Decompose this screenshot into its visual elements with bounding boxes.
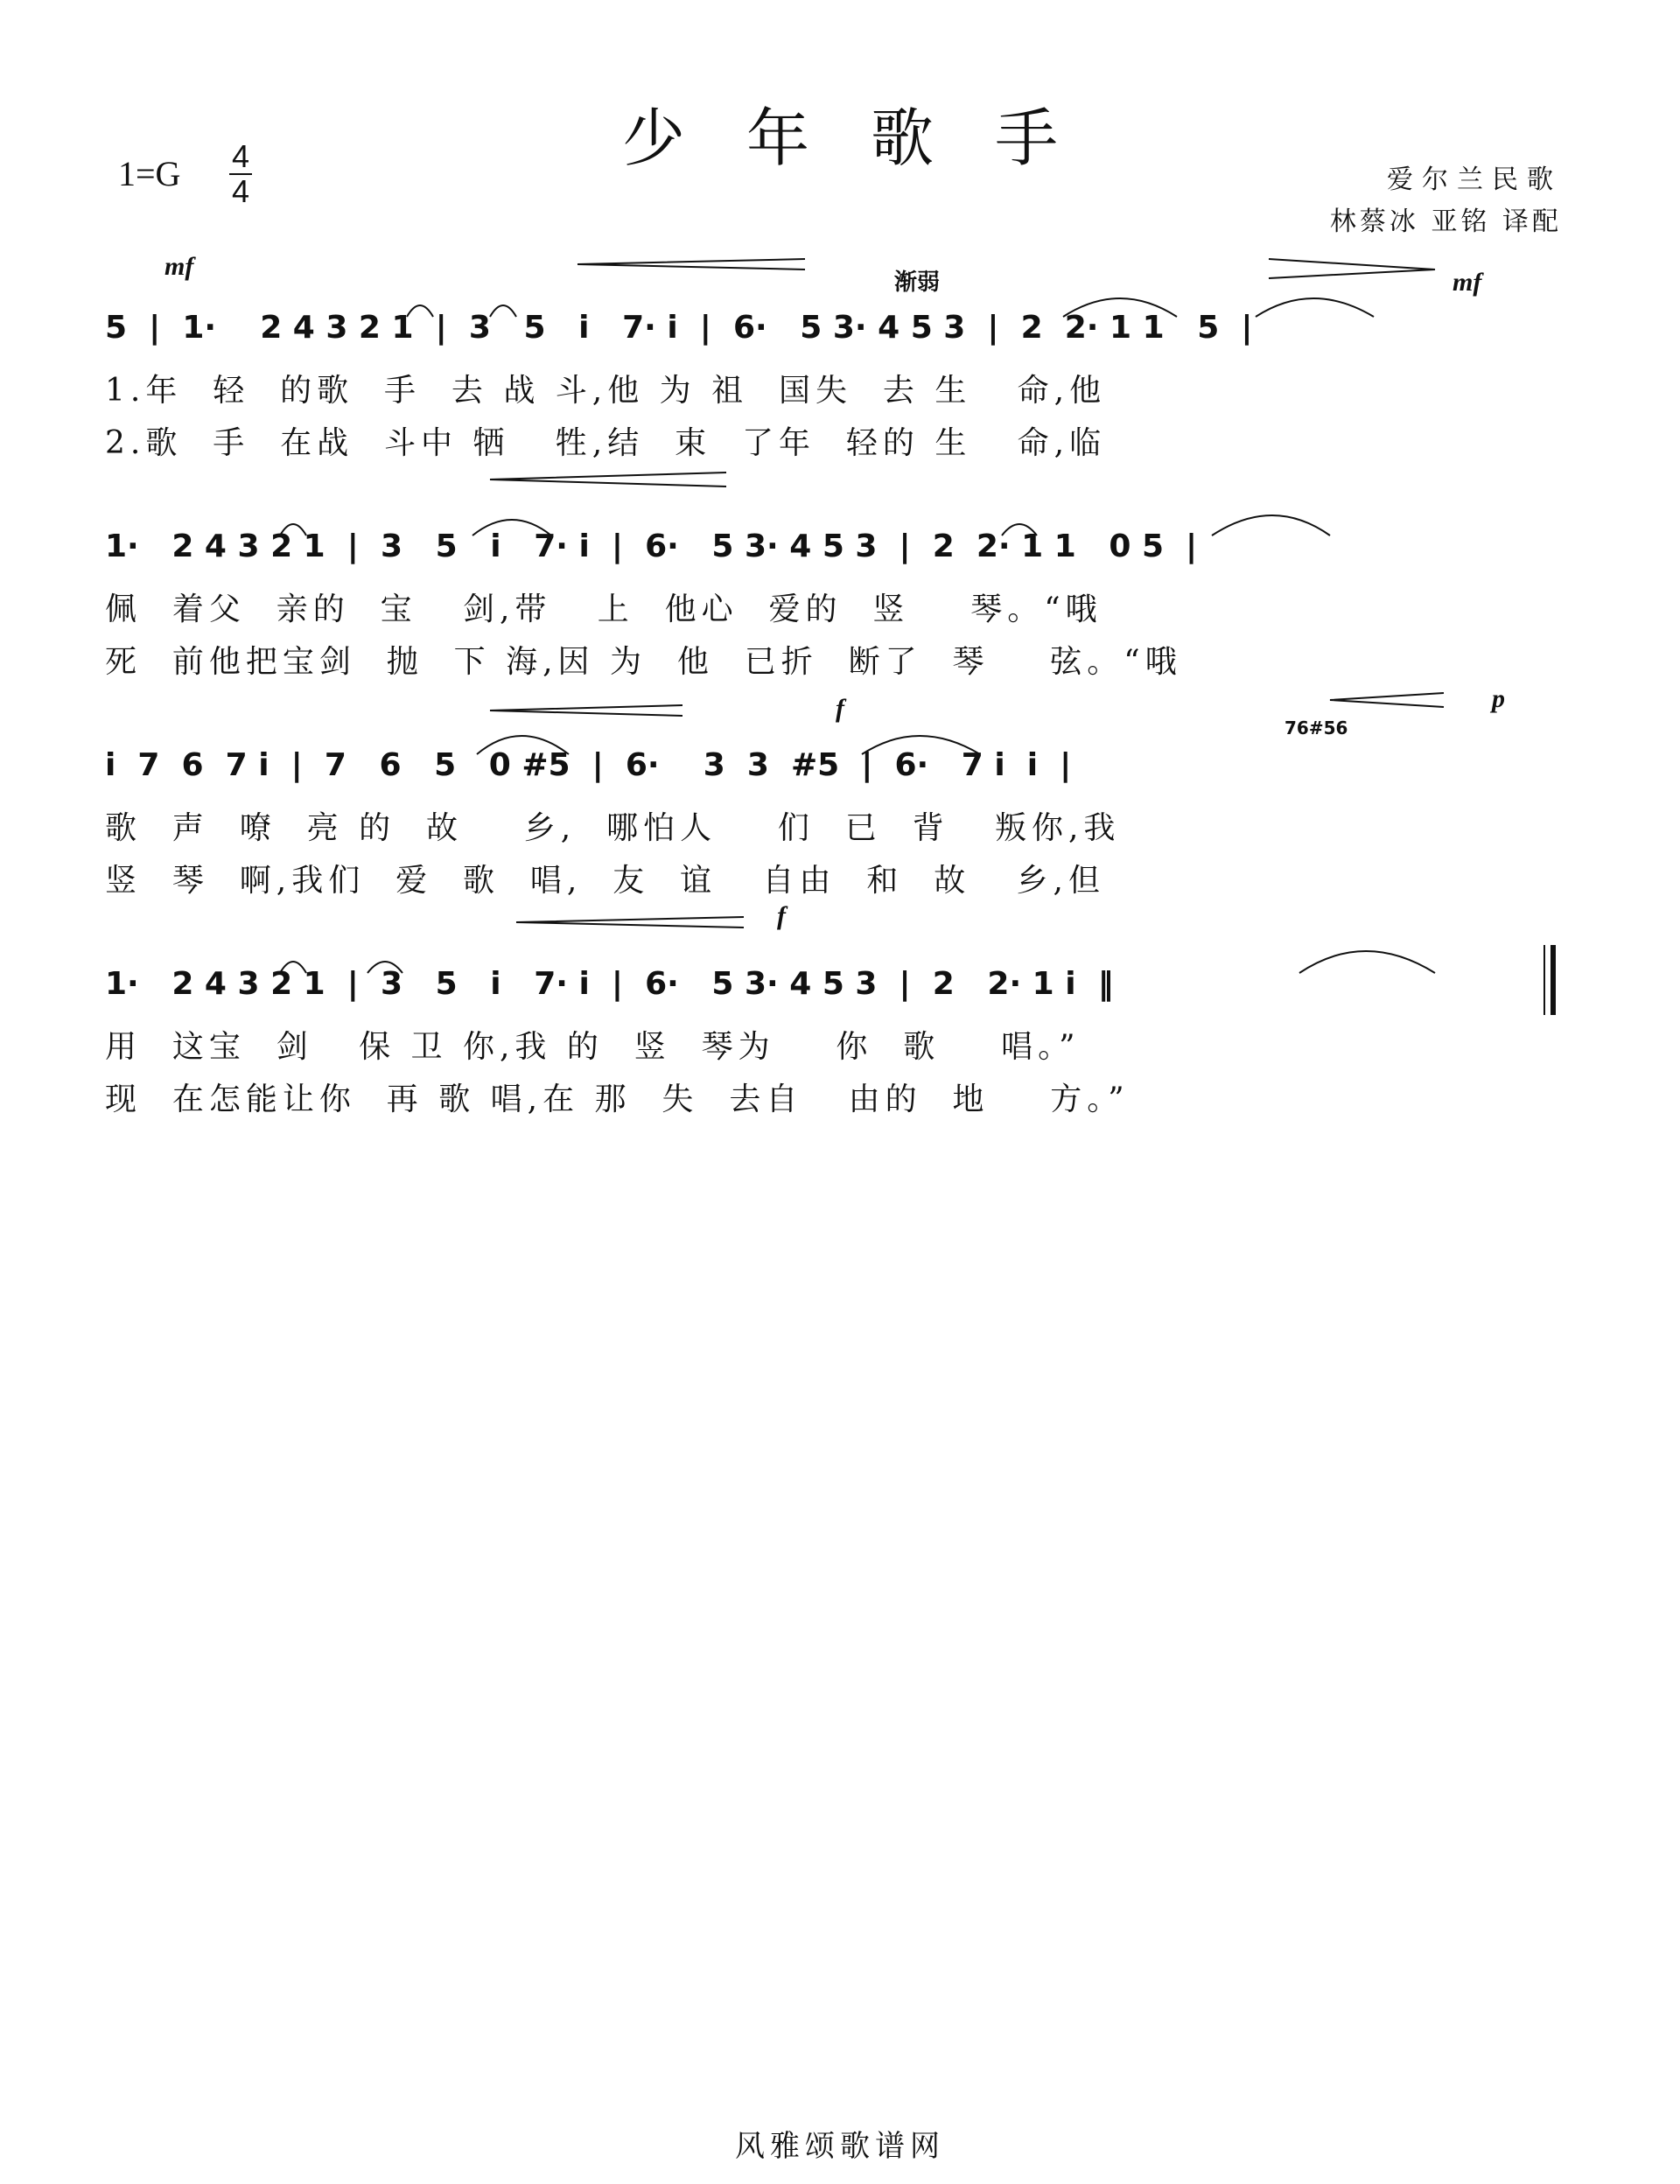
crescendo-hairpin-1 bbox=[578, 259, 805, 270]
lyrics-s3-verse2: 竖 琴 啊,我们 爱 歌 唱, 友 谊 自由 和 故 乡,但 bbox=[105, 863, 1105, 899]
page-title: 少年歌手 bbox=[621, 102, 1119, 175]
notes-system-4: 1· 2 4 3 2 1 | 3 5 i 7· i | 6· 5 3· 4 5 3 | 2 2· 1 i ‖ bbox=[105, 966, 1114, 1002]
lyrics-s1-verse2: 2.歌 手 在战 斗中 牺 牲,结 束 了年 轻的 生 命,临 bbox=[105, 425, 1107, 461]
dynamic-f-1: f bbox=[836, 694, 844, 723]
slur-1 bbox=[407, 305, 433, 317]
lyrics-s2-verse2: 死 前他把宝剑 抛 下 海,因 为 他 已折 断了 琴 弦。“哦 bbox=[105, 644, 1182, 680]
decrescendo-text: 渐弱 bbox=[894, 270, 941, 296]
slur-7 bbox=[1002, 524, 1037, 536]
notes-system-2: 1· 2 4 3 2 1 | 3 5 i 7· i | 6· 5 3· 4 5 3 | 2 2· 1 1 0 5 | bbox=[105, 528, 1198, 564]
final-barline-thin bbox=[1544, 945, 1545, 1015]
key-signature: 1=G bbox=[118, 154, 181, 193]
meter-top: 4 bbox=[231, 138, 250, 174]
slur-13 bbox=[1299, 951, 1435, 973]
final-barline-thick bbox=[1550, 945, 1556, 1015]
slur-12 bbox=[368, 962, 402, 973]
decrescendo-hairpin-2 bbox=[1330, 693, 1444, 707]
crescendo-hairpin-4 bbox=[516, 917, 744, 928]
slur-3 bbox=[1063, 298, 1177, 317]
slur-2 bbox=[490, 305, 516, 317]
crescendo-hairpin-2 bbox=[490, 472, 726, 486]
dynamic-f-2: f bbox=[777, 901, 786, 930]
notes-system-1: 5 | 1· 2 4 3 2 1 | 3 5 i 7· i | 6· 5 3· 4 5 3 | 2 2· 1 1 5 | bbox=[105, 310, 1253, 346]
slur-6 bbox=[472, 520, 551, 536]
slur-10 bbox=[862, 736, 980, 754]
dynamic-mf-2: mf bbox=[1452, 268, 1482, 297]
grace-notes: 76#56 bbox=[1284, 718, 1348, 738]
dynamic-p: p bbox=[1492, 684, 1505, 713]
translator-credit: 林蔡冰 亚铭 译配 bbox=[1329, 206, 1562, 237]
origin-credit: 爱尔兰民歌 bbox=[1387, 164, 1562, 195]
crescendo-hairpin-3 bbox=[490, 705, 682, 716]
lyrics-s1-verse1: 1.年 轻 的歌 手 去 战 斗,他 为 祖 国失 去 生 命,他 bbox=[105, 373, 1107, 409]
decrescendo-hairpin-1 bbox=[1269, 259, 1435, 278]
notes-system-3: i 7 6 7 i | 7 6 5 0 #5 | 6· 3 3 #5 | 6· 7 i i | bbox=[105, 747, 1072, 783]
site-footer: 风雅颂歌谱网 bbox=[735, 2129, 945, 2164]
lyrics-s4-verse2: 现 在怎能让你 再 歌 唱,在 那 失 去自 由的 地 方。” bbox=[105, 1082, 1130, 1117]
dynamic-mf-1: mf bbox=[164, 252, 194, 281]
slur-9 bbox=[477, 736, 569, 754]
lyrics-s3-verse1: 歌 声 嘹 亮 的 故 乡, 哪怕人 们 已 背 叛你,我 bbox=[105, 810, 1121, 846]
slur-5 bbox=[280, 524, 306, 536]
slur-4 bbox=[1256, 298, 1374, 317]
lyrics-s4-verse1: 用 这宝 剑 保 卫 你,我 的 竖 琴为 你 歌 唱。” bbox=[105, 1029, 1081, 1065]
slur-8 bbox=[1212, 515, 1330, 536]
slur-11 bbox=[280, 962, 306, 973]
meter-bottom: 4 bbox=[231, 173, 250, 209]
lyrics-s2-verse1: 佩 着父 亲的 宝 剑,带 上 他心 爱的 竖 琴。“哦 bbox=[105, 592, 1102, 627]
